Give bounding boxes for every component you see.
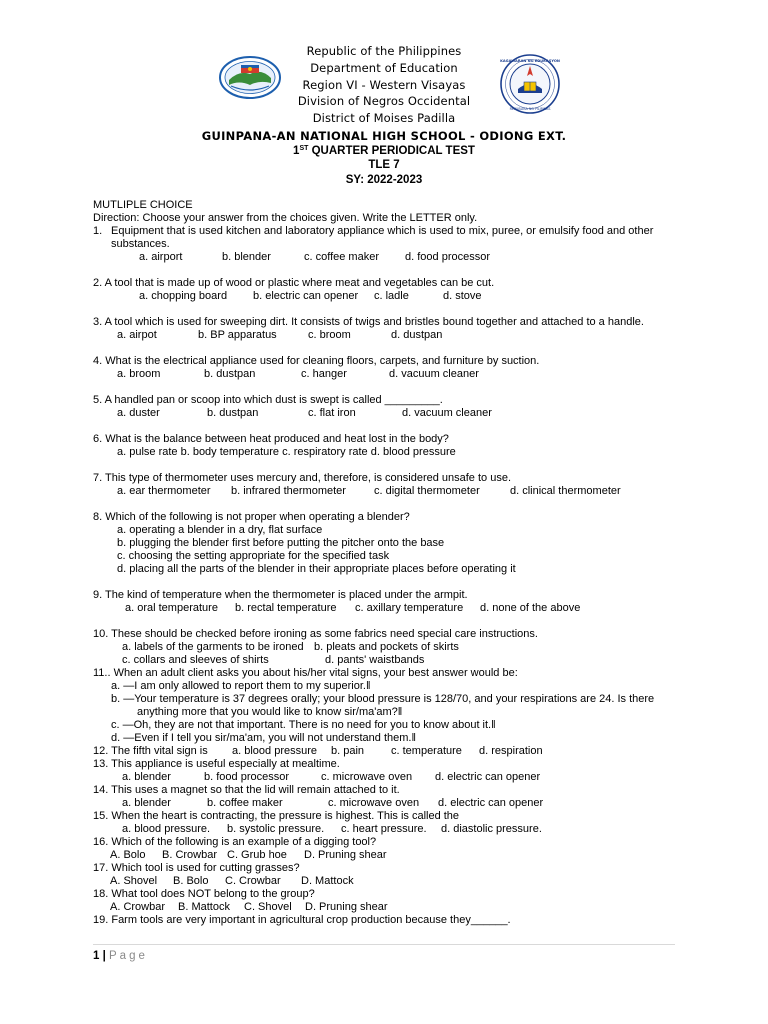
gov-line-2: Department of Education	[310, 60, 458, 75]
option-b: b. dustpan	[204, 368, 256, 380]
option-d: d. vacuum cleaner	[389, 368, 479, 380]
option-b: b. systolic pressure.	[227, 823, 325, 835]
option-b: b. rectal temperature	[235, 602, 337, 614]
question-2-options	[93, 290, 653, 303]
option-c: C. Shovel	[244, 901, 292, 913]
option-d: D. Pruning shear	[305, 901, 388, 913]
question-13-options	[93, 771, 653, 784]
option-a: A. Crowbar	[110, 901, 166, 913]
question-8: 8. Which of the following is not proper when operating a blender?	[93, 511, 410, 523]
directions: Direction: Choose your answer from the choices given. Write the LETTER only.	[93, 212, 478, 224]
option-b: b. infrared thermometer	[231, 485, 346, 497]
question-14: 14. This uses a magnet so that the lid will remain attached to it.	[93, 784, 400, 796]
option-a: a. labels of the garments to be ironed	[122, 641, 304, 653]
question-12: 12. The fifth vital sign is a. blood pressure b. pain c. temperature d. respiration	[93, 745, 543, 757]
option-b: B. Bolo	[173, 875, 209, 887]
question-6-options: a. pulse rate b. body temperature c. respiratory rate d. blood pressure	[117, 446, 456, 458]
question-17: 17. Which tool is used for cutting grasses?	[93, 862, 300, 874]
option-c: c. ―Oh, they are not that important. There is no need for you to know about it.‖	[111, 719, 496, 731]
option-b: b. blender	[222, 251, 271, 263]
question-18: 18. What tool does NOT belong to the group?	[93, 888, 315, 900]
svg-text:REPUBLIKA NG PILIPINAS: REPUBLIKA NG PILIPINAS	[509, 107, 551, 112]
option-d: d. dustpan	[391, 329, 443, 341]
option-c: C. Grub hoe	[227, 849, 287, 861]
question-4: 4. What is the electrical appliance used for cleaning floors, carpets, and furniture by suction.	[93, 355, 540, 367]
school-name: GUINPANA-AN NATIONAL HIGH SCHOOL - ODIONG EXT.	[201, 128, 567, 143]
question-7-options	[93, 485, 653, 498]
question-19: 19. Farm tools are very important in agricultural crop production because they______.	[93, 914, 511, 926]
option-d: d. clinical thermometer	[510, 485, 621, 497]
option-b: b. electric can opener	[253, 290, 359, 302]
option-d: d. vacuum cleaner	[402, 407, 492, 419]
option-b: b. ―Your temperature is 37 degrees orally; your blood pressure is 128/70, and your respirations are 24. Is there	[111, 693, 655, 705]
option-c: c. choosing the setting appropriate for the specified task	[117, 550, 390, 562]
question-13: 13. This appliance is useful especially at mealtime.	[93, 758, 340, 770]
document-header	[0, 43, 768, 187]
question-11: 11.. When an adult client asks you about his/her vital signs, your best answer would be:	[93, 667, 518, 679]
question-6: 6. What is the balance between heat produced and heat lost in the body?	[93, 433, 449, 445]
option-b: b. plugging the blender first before putting the pitcher onto the base	[117, 537, 445, 549]
option-b: b. BP apparatus	[198, 329, 277, 341]
question-7: 7. This type of thermometer uses mercury and, therefore, is considered unsafe to use.	[93, 472, 512, 484]
question-15: 15. When the heart is contracting, the pressure is highest. This is called the	[93, 810, 460, 822]
question-9: 9. The kind of temperature when the thermometer is placed under the armpit.	[93, 589, 468, 601]
option-d: d. electric can opener	[435, 771, 541, 783]
option-d: d. ―Even if I tell you sir/ma'am, you will not understand them.‖	[111, 732, 416, 744]
footer-divider	[93, 944, 675, 945]
option-b: b. coffee maker	[207, 797, 283, 809]
gov-line-4: Division of Negros Occidental	[297, 94, 471, 109]
question-9-options	[93, 602, 653, 615]
test-title: 1ST QUARTER PERIODICAL TEST	[293, 144, 475, 157]
question-15-options	[93, 823, 653, 836]
option-c: c. ladle	[374, 290, 409, 302]
option-c: c. temperature	[391, 745, 462, 757]
question-10-options-row-1	[93, 641, 653, 654]
option-d: d. pants' waistbands	[325, 654, 425, 666]
option-c: c. coffee maker	[304, 251, 379, 263]
school-year: SY: 2022-2023	[345, 173, 423, 186]
option-a: a. blood pressure.	[122, 823, 211, 835]
page-label: Page	[109, 950, 148, 962]
subject: TLE 7	[368, 159, 400, 172]
option-a: a. oral temperature	[125, 602, 218, 614]
option-d: d. electric can opener	[438, 797, 544, 809]
option-c: c. broom	[308, 329, 351, 341]
option-d: d. food processor	[405, 251, 490, 263]
question-1: 1. Equipment that is used kitchen and laboratory appliance which is used to mix, puree, or emulsify food and other	[93, 225, 654, 237]
question-16-options	[93, 849, 653, 862]
option-b: b. pleats and pockets of skirts	[314, 641, 459, 653]
option-b: b. pain	[331, 745, 365, 757]
option-d: d. placing all the parts of the blender in their appropriate places before operating it	[117, 563, 516, 575]
question-3: 3. A tool which is used for sweeping dirt. It consists of twigs and bristles bound together and attached to a handle.	[93, 316, 644, 328]
gov-line-5: District of Moises Padilla	[312, 111, 456, 126]
page-number: 1	[93, 950, 100, 962]
option-c: c. heart pressure.	[341, 823, 427, 835]
option-b: b. food processor	[204, 771, 289, 783]
option-a: a. blender	[122, 797, 171, 809]
section-heading: MUTLIPLE CHOICE	[93, 199, 193, 211]
option-a: A. Shovel	[110, 875, 158, 887]
option-a: a. duster	[117, 407, 160, 419]
option-a: a. blender	[122, 771, 171, 783]
option-b-cont: anything more that you would like to know sir/ma'am?‖	[137, 706, 403, 718]
option-b: B. Crowbar	[162, 849, 218, 861]
option-c: c. axillary temperature	[355, 602, 464, 614]
option-c: c. collars and sleeves of shirts	[122, 654, 269, 666]
question-17-options	[93, 875, 653, 888]
option-d: d. diastolic pressure.	[441, 823, 542, 835]
option-c: c. microwave oven	[328, 797, 420, 809]
question-3-options	[93, 329, 653, 342]
question-4-options	[93, 368, 653, 381]
option-a: a. ―I am only allowed to report them to my superior.‖	[111, 680, 371, 692]
option-d: d. none of the above	[480, 602, 581, 614]
question-1-cont: substances.	[111, 238, 170, 250]
option-a: a. operating a blender in a dry, flat surface	[117, 524, 323, 536]
question-18-options	[93, 901, 653, 914]
option-d: D. Mattock	[301, 875, 354, 887]
footer-separator: |	[99, 950, 110, 962]
option-b: B. Mattock	[178, 901, 230, 913]
option-a: a. ear thermometer	[117, 485, 211, 497]
option-a: a. airpot	[117, 329, 157, 341]
question-10: 10. These should be checked before ironing as some fabrics need special care instructions.	[93, 628, 538, 640]
question-1-options	[93, 251, 653, 264]
option-a: A. Bolo	[110, 849, 146, 861]
option-a: a. airport	[139, 251, 183, 263]
option-a: a. blood pressure	[232, 745, 317, 757]
option-a: a. chopping board	[139, 290, 228, 302]
option-c: c. digital thermometer	[374, 485, 480, 497]
exam-content	[93, 199, 653, 927]
gov-line-1: Republic of the Philippines	[306, 44, 462, 58]
option-d: d. stove	[443, 290, 482, 302]
option-d: d. respiration	[479, 745, 543, 757]
svg-text:KAGAWARAN NG EDUKASYON: KAGAWARAN NG EDUKASYON	[500, 59, 560, 64]
option-c: C. Crowbar	[225, 875, 281, 887]
question-2: 2. A tool that is made up of wood or plastic where meat and vegetables can be cut.	[93, 277, 495, 289]
question-5: 5. A handled pan or scoop into which dust is swept is called _________.	[93, 394, 443, 406]
option-d: D. Pruning shear	[304, 849, 387, 861]
option-a: a. broom	[117, 368, 161, 380]
option-c: c. microwave oven	[321, 771, 413, 783]
option-c: c. hanger	[301, 368, 347, 380]
question-16: 16. Which of the following is an example of a digging tool?	[93, 836, 377, 848]
option-c: c. flat iron	[308, 407, 356, 419]
page-footer	[93, 949, 148, 963]
gov-line-3: Region VI - Western Visayas	[302, 77, 466, 92]
question-14-options	[93, 797, 653, 810]
question-10-options-row-2	[93, 654, 653, 667]
question-5-options	[93, 407, 653, 420]
option-b: b. dustpan	[207, 407, 259, 419]
